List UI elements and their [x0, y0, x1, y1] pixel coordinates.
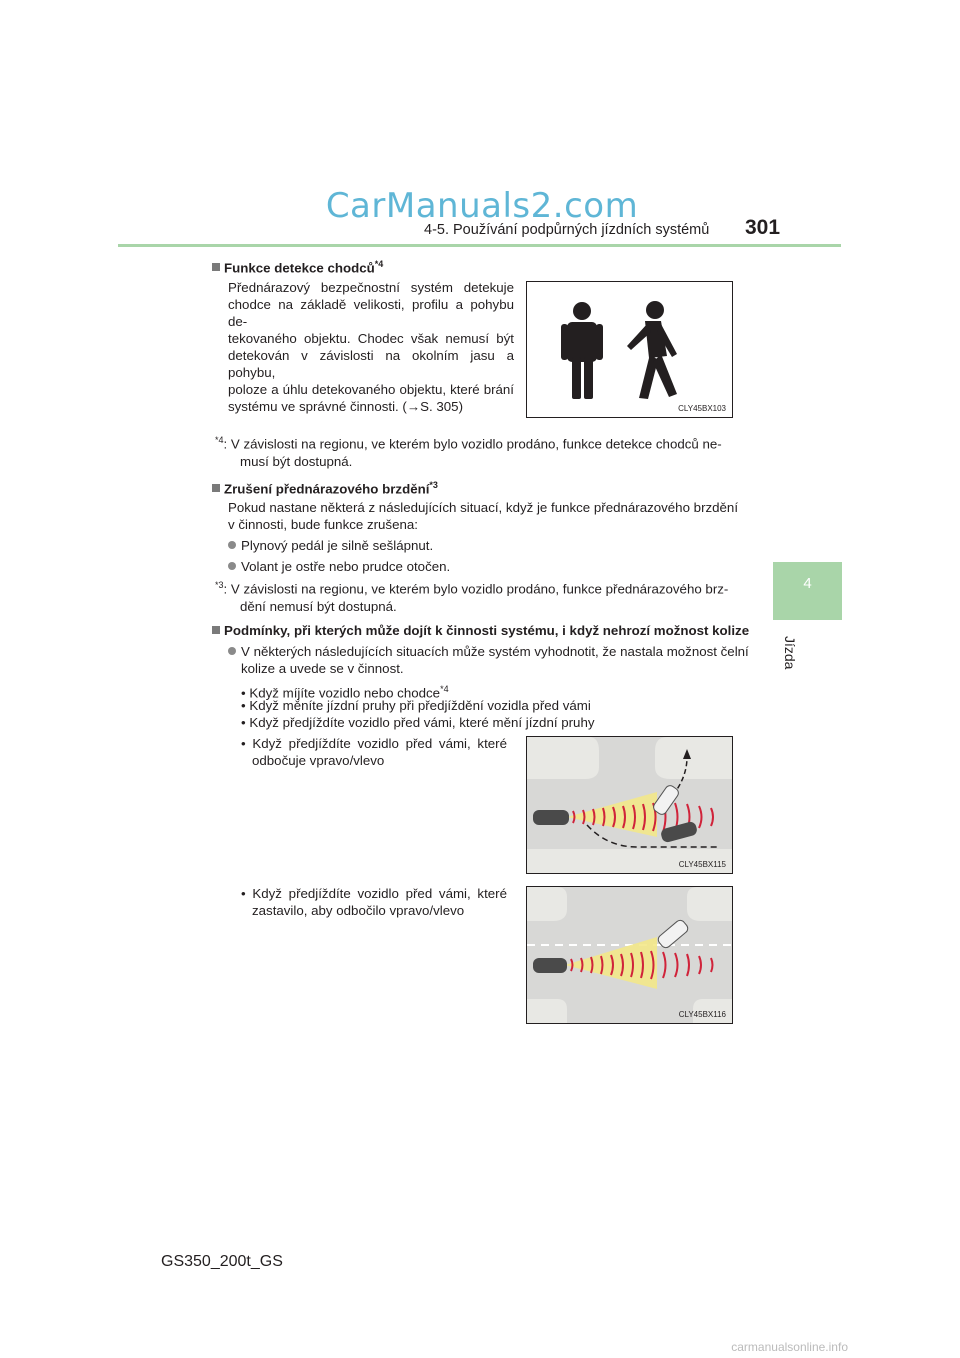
stopped-vehicle-figure	[526, 886, 733, 1024]
list-item: V některých následujících situacích může systém vyhodnotit, že nastala možnost čelní	[228, 643, 749, 660]
pedestrian-paragraph: Přednárazový bezpečnostní systém detekuje chodce na základě velikosti, profilu a pohybu de- tekovaného objektu. Chodec však nemusí být detekován v závislosti na okolním jasu a pohybu, poloze a úhlu detekovaného objektu, které brání systému ve správné činnosti. (→S. 305)	[228, 280, 514, 414]
pedestrian-silhouettes-icon	[527, 282, 732, 417]
round-bullet-icon	[228, 562, 236, 570]
footnote-3-continued: dění nemusí být dostupná.	[240, 599, 397, 614]
section-header-title: 4-5. Používání podpůrných jízdních systémů	[424, 222, 710, 238]
footnote-4: $^{*4}$: V závislosti na regionu, ve kterém bylo vozidlo prodáno, funkce detekce chodců ne-	[215, 435, 722, 452]
cancel-paragraph-line1: Pokud nastane některá z následujících situací, když je funkce přednárazového brzdění	[228, 500, 739, 515]
chapter-number: 4	[803, 575, 812, 592]
list-item-continued: kolize a uvede se v činnost.	[241, 661, 404, 676]
figure-code: CLY45BX115	[678, 860, 726, 869]
footnote-3: $^{*3}$: V závislosti na regionu, ve kterém bylo vozidlo prodáno, funkce přednárazového brz-	[215, 580, 729, 597]
figure-code: CLY45BX116	[678, 1010, 726, 1019]
pedestrian-figure	[526, 281, 733, 418]
watermark-logo: CarManuals2.com	[325, 186, 639, 226]
section-heading-conditions: Podmínky, při kterých může dojít k činnosti systému, i když nehrozí možnost kolize	[212, 622, 749, 639]
list-item: Volant je ostře nebo prudce otočen.	[228, 558, 450, 575]
section-heading-pedestrian: Funkce detekce chodců$^{*4}$	[212, 256, 383, 276]
square-bullet-icon	[212, 484, 220, 492]
sub-list-item: • Když předjíždíte vozidlo před vámi, které mění jízdní pruhy	[241, 715, 595, 730]
square-bullet-icon	[212, 263, 220, 271]
list-item: Plynový pedál je silně sešlápnut.	[228, 537, 433, 554]
turning-vehicle-figure	[526, 736, 733, 874]
model-code: GS350_200t_GS	[161, 1253, 283, 1270]
footer-watermark: carmanualsonline.info	[731, 1340, 848, 1354]
stopped-vehicle-diagram	[527, 887, 732, 1023]
sub-list-item: • Když měníte jízdní pruhy při předjíždění vozidla před vámi	[241, 698, 591, 713]
turning-vehicle-diagram	[527, 737, 732, 873]
round-bullet-icon	[228, 647, 236, 655]
square-bullet-icon	[212, 626, 220, 634]
header-divider	[118, 244, 841, 247]
chapter-label: Jízda	[782, 636, 798, 670]
figure-code: CLY45BX103	[678, 404, 726, 413]
footnote-4-continued: musí být dostupná.	[240, 454, 353, 469]
cancel-paragraph-line2: v činnosti, bude funkce zrušena:	[228, 517, 418, 532]
round-bullet-icon	[228, 541, 236, 549]
page-number: 301	[745, 216, 781, 239]
sub-list-item: • Když předjíždíte vozidlo před vámi, které odbočuje vpravo/vlevo	[241, 736, 507, 768]
section-heading-cancel-braking: Zrušení přednárazového brzdění$^{*3}$	[212, 477, 438, 497]
sub-list-item: • Když předjíždíte vozidlo před vámi, které zastavilo, aby odbočilo vpravo/vlevo	[241, 886, 507, 918]
sub-list-item: • Když míjíte vozidlo nebo chodce$^{*4}$	[241, 684, 449, 701]
